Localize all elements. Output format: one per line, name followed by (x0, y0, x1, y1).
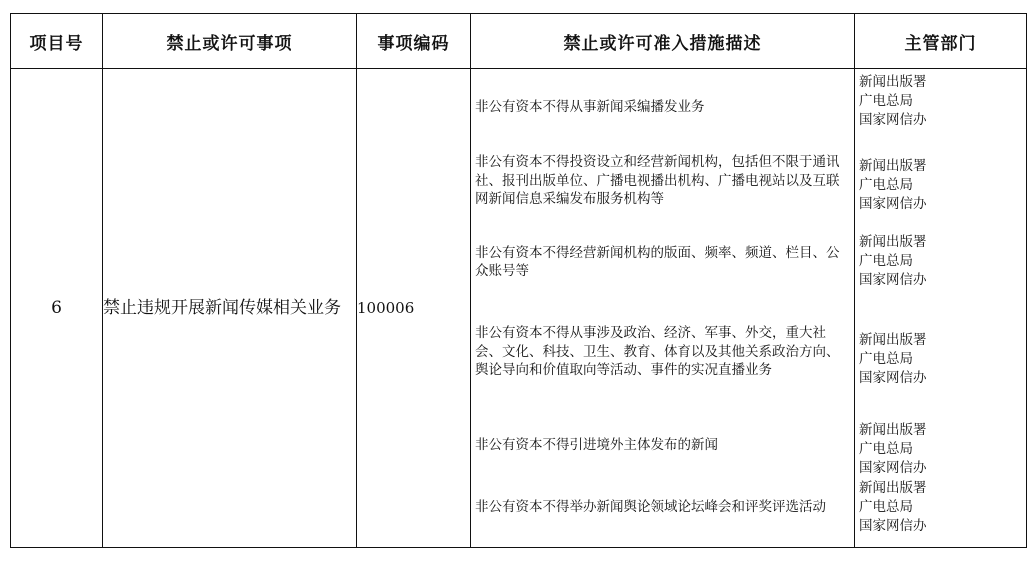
department-group (855, 475, 1026, 547)
measure-item (471, 222, 854, 302)
header-code: 事项编码 (357, 14, 471, 69)
measure-text: 非公有资本不得引进境外主体发布的新闻 (475, 436, 718, 453)
measure-item (471, 302, 854, 408)
header-item-no: 项目号 (11, 14, 103, 69)
department-name: 新闻出版署 (859, 74, 927, 90)
header-item: 禁止或许可事项 (103, 14, 357, 69)
department-group (855, 151, 1026, 229)
department-name: 国家网信办 (859, 272, 927, 288)
department-name: 广电总局 (859, 177, 913, 193)
department-name: 新闻出版署 (859, 480, 927, 496)
market-access-table (10, 13, 1027, 548)
measure-text: 非公有资本不得经营新闻机构的版面、频率、频道、栏目、公众账号等 (475, 244, 840, 279)
department-name: 国家网信办 (859, 518, 927, 534)
department-name: 国家网信办 (859, 370, 927, 386)
measures-cell (471, 69, 855, 548)
measure-text: 非公有资本不得投资设立和经营新闻机构，包括但不限于通讯社、报刊出版单位、广播电视播出机构、广播电视站以及互联网新闻信息采编发布服务机构等 (475, 154, 840, 208)
measure-item (471, 140, 854, 222)
department-name: 广电总局 (859, 499, 913, 515)
departments-cell (855, 69, 1027, 548)
table-header-row (11, 14, 1027, 69)
measure-text: 非公有资本不得从事涉及政治、经济、军事、外交，重大社会、文化、科技、卫生、教育、体育以及其他关系政治方向、舆论导向和价值取向等活动、事件的实况直播业务 (475, 325, 840, 379)
department-name: 广电总局 (859, 441, 913, 457)
department-name: 广电总局 (859, 253, 913, 269)
item-number-cell: 6 (11, 69, 103, 548)
department-group (855, 229, 1026, 313)
department-name: 新闻出版署 (859, 234, 927, 250)
department-group (855, 69, 1026, 151)
item-code-cell: 100006 (357, 69, 471, 548)
department-name: 新闻出版署 (859, 422, 927, 438)
department-name: 国家网信办 (859, 196, 927, 212)
department-name: 国家网信办 (859, 460, 927, 476)
measure-item (471, 408, 854, 472)
department-name: 新闻出版署 (859, 158, 927, 174)
header-dept: 主管部门 (855, 14, 1027, 69)
department-name: 广电总局 (859, 351, 913, 367)
department-name: 广电总局 (859, 93, 913, 109)
department-name: 国家网信办 (859, 112, 927, 128)
department-group (855, 413, 1026, 475)
department-name: 新闻出版署 (859, 332, 927, 348)
item-name-cell: 禁止违规开展新闻传媒相关业务 (103, 69, 357, 548)
header-measures: 禁止或许可准入措施描述 (471, 14, 855, 69)
measure-item (471, 74, 854, 140)
measure-text: 非公有资本不得从事新闻采编播发业务 (475, 98, 705, 115)
department-group (855, 313, 1026, 413)
table-row (11, 69, 1027, 548)
measure-text: 非公有资本不得举办新闻舆论领域论坛峰会和评奖评选活动 (475, 498, 826, 515)
measure-item (471, 472, 854, 542)
